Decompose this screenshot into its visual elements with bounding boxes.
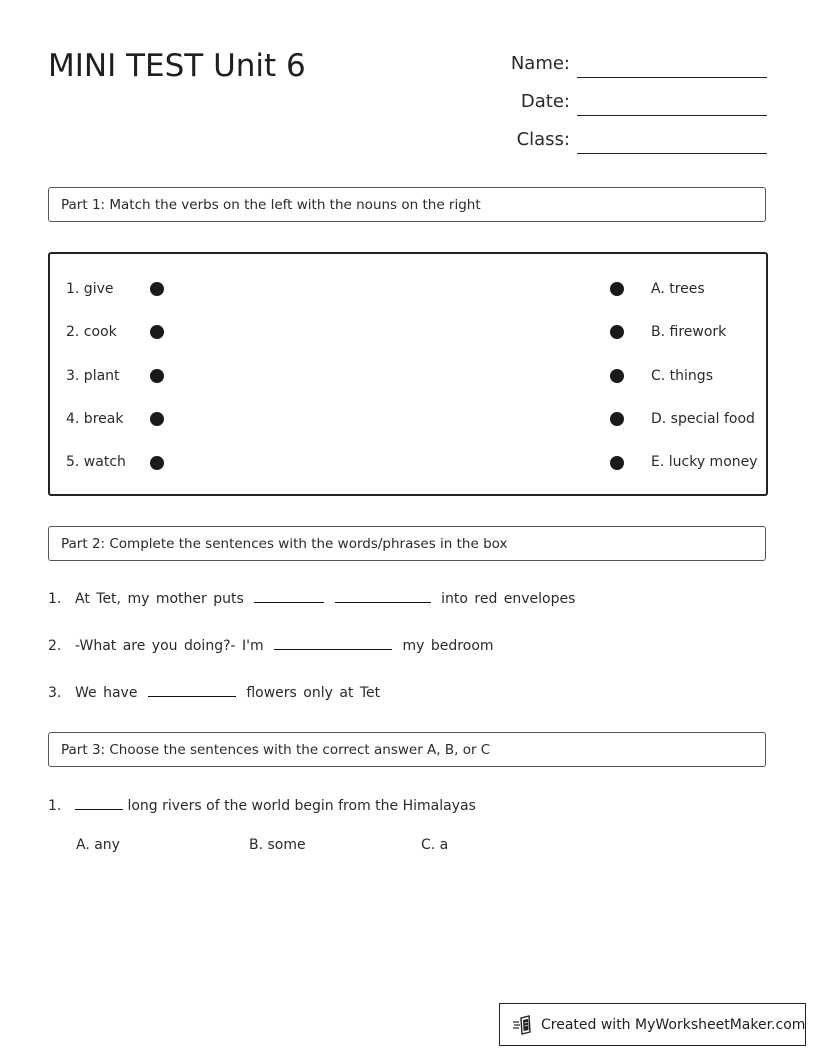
match-left-item: 1. give: [66, 281, 114, 297]
page-title: MINI TEST Unit 6: [48, 48, 306, 84]
date-field[interactable]: [577, 115, 767, 116]
answer-blank[interactable]: [274, 639, 392, 650]
answer-blank[interactable]: [335, 592, 431, 603]
match-left-item: 2. cook: [66, 324, 117, 340]
match-right-dot[interactable]: [610, 282, 624, 296]
answer-blank[interactable]: [254, 592, 324, 603]
part1-instruction: Part 1: Match the verbs on the left with the nouns on the right: [61, 197, 481, 213]
part2-header-box: [48, 526, 766, 561]
name-label: Name:: [510, 53, 570, 74]
answer-blank[interactable]: [148, 686, 236, 697]
class-field[interactable]: [577, 153, 767, 154]
match-right-item: D. special food: [651, 411, 755, 427]
match-right-dot[interactable]: [610, 369, 624, 383]
sentence-1: [75, 591, 575, 607]
sentence-text-after: flowers only at Tet: [246, 685, 381, 701]
option-a[interactable]: A. any: [76, 837, 120, 853]
match-left-dot[interactable]: [150, 456, 164, 470]
question-text: long rivers of the world begin from the Himalayas: [127, 798, 476, 814]
match-right-item: A. trees: [651, 281, 705, 297]
match-right-item: E. lucky money: [651, 454, 758, 470]
match-left-item: 3. plant: [66, 368, 120, 384]
match-left-item: 4. break: [66, 411, 124, 427]
sentence-3: [75, 685, 380, 701]
sentence-text-after: into red envelopes: [441, 591, 576, 607]
option-b[interactable]: B. some: [249, 837, 306, 853]
match-left-dot[interactable]: [150, 325, 164, 339]
sentence-text-before: We have: [75, 685, 138, 701]
credit-badge[interactable]: [499, 1003, 806, 1046]
match-left-dot[interactable]: [150, 369, 164, 383]
part3-instruction: Part 3: Choose the sentences with the correct answer A, B, or C: [61, 742, 491, 758]
name-field[interactable]: [577, 77, 767, 78]
sentence-number: 3.: [48, 685, 62, 701]
sentence-number: 1.: [48, 591, 62, 607]
date-label: Date:: [520, 91, 570, 112]
part3-header-box: [48, 732, 766, 767]
match-right-item: B. firework: [651, 324, 727, 340]
sentence-2: [75, 638, 494, 654]
credit-text: Created with MyWorksheetMaker.com: [541, 1017, 806, 1033]
class-label: Class:: [516, 129, 570, 150]
part1-header-box: [48, 187, 766, 222]
answer-blank[interactable]: [75, 798, 123, 810]
match-right-dot[interactable]: [610, 412, 624, 426]
match-left-dot[interactable]: [150, 412, 164, 426]
sentence-text-before: At Tet, my mother puts: [75, 591, 244, 607]
match-left-dot[interactable]: [150, 282, 164, 296]
match-right-dot[interactable]: [610, 456, 624, 470]
sentence-text-before: -What are you doing?- I'm: [75, 638, 264, 654]
sentence-text-after: my bedroom: [402, 638, 494, 654]
part2-instruction: Part 2: Complete the sentences with the words/phrases in the box: [61, 536, 508, 552]
question-number: 1.: [48, 798, 62, 814]
option-c[interactable]: C. a: [421, 837, 449, 853]
worksheet-maker-logo-icon: [512, 1015, 534, 1039]
sentence-number: 2.: [48, 638, 62, 654]
match-right-item: C. things: [651, 368, 713, 384]
match-left-item: 5. watch: [66, 454, 126, 470]
question-1: [75, 798, 476, 814]
match-right-dot[interactable]: [610, 325, 624, 339]
